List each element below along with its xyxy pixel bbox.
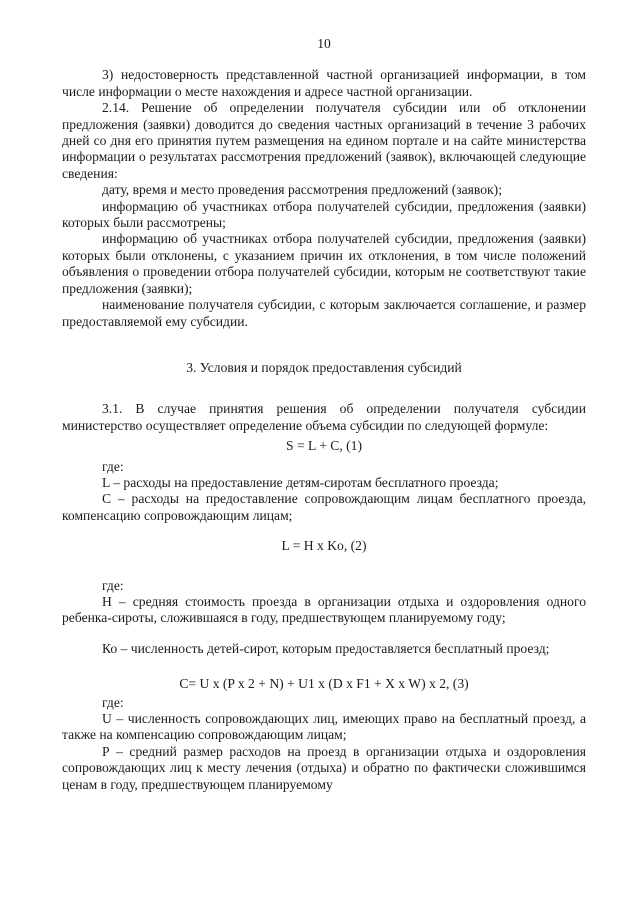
- list-item-recipient: наименование получателя субсидии, с которым заключается соглашение, и размер предоставляемой ему субсидии.: [62, 297, 586, 329]
- paragraph-3-1: 3.1. В случае принятия решения об определении получателя субсидии министерство осуществляет определение объема субсидии по следующей формуле:: [62, 401, 586, 433]
- paragraph-item-3: 3) недостоверность представленной частной организацией информации, в том числе информации о месте нахождения и адресе частной организации.: [62, 67, 586, 99]
- section-title: 3. Условия и порядок предоставления субсидий: [186, 359, 462, 375]
- page-number: 10: [317, 36, 331, 51]
- where-label-3: где:: [102, 694, 124, 710]
- definition-Ko: Ко – численность детей-сирот, которым предоставляется бесплатный проезд;: [102, 640, 550, 656]
- definition-U: U – численность сопровождающих лиц, имеющих право на бесплатный проезд, а также на компенсацию сопровождающим лицам;: [62, 711, 586, 743]
- definition-L: L – расходы на предоставление детям-сиротам бесплатного проезда;: [102, 474, 499, 490]
- definition-P: Р – средний размер расходов на проезд в организации отдыха и оздоровления сопровождающих лиц к месту лечения (отдыха) и обратно по фактически сложившимся ценам в году, предшествующем планируемому: [62, 743, 586, 792]
- definition-C: С – расходы на предоставление сопровождающим лицам бесплатного проезда, компенсацию сопровождающим лицам;: [62, 491, 586, 523]
- list-item-rejected: информацию об участниках отбора получателей субсидии, предложения (заявки) которых были отклонены, с указанием причин их отклонения, в том числе положений объявления о проведении отбора получателей субсидии, которым не соответствуют такие предложения (заявки);: [62, 231, 586, 296]
- formula-3: C= U x (P x 2 + N) + U1 x (D x F1 + X x W) x 2, (3): [179, 676, 469, 692]
- list-item-reviewed: информацию об участниках отбора получателей субсидии, предложения (заявки) которых были рассмотрены;: [62, 198, 586, 231]
- paragraph-2-14: 2.14. Решение об определении получателя субсидии или об отклонении предложения (заявки) доводится до сведения частных организаций в течение 3 рабочих дней со дня его принятия путем размещения на едином портале и на сайте министерства информации о результатах рассмотрения предложений (заявок), включающей следующие сведения:: [62, 100, 586, 181]
- where-label-1: где:: [102, 458, 124, 474]
- formula-2: L = H x Ko, (2): [281, 538, 367, 554]
- where-label-2: где:: [102, 577, 124, 593]
- formula-1: S = L + C, (1): [286, 438, 362, 454]
- list-item-date: дату, время и место проведения рассмотрения предложений (заявок);: [102, 182, 502, 198]
- definition-H: Н – средняя стоимость проезда в организации отдыха и оздоровления одного ребенка-сироты, сложившаяся в году, предшествующем планируемому году;: [62, 593, 586, 626]
